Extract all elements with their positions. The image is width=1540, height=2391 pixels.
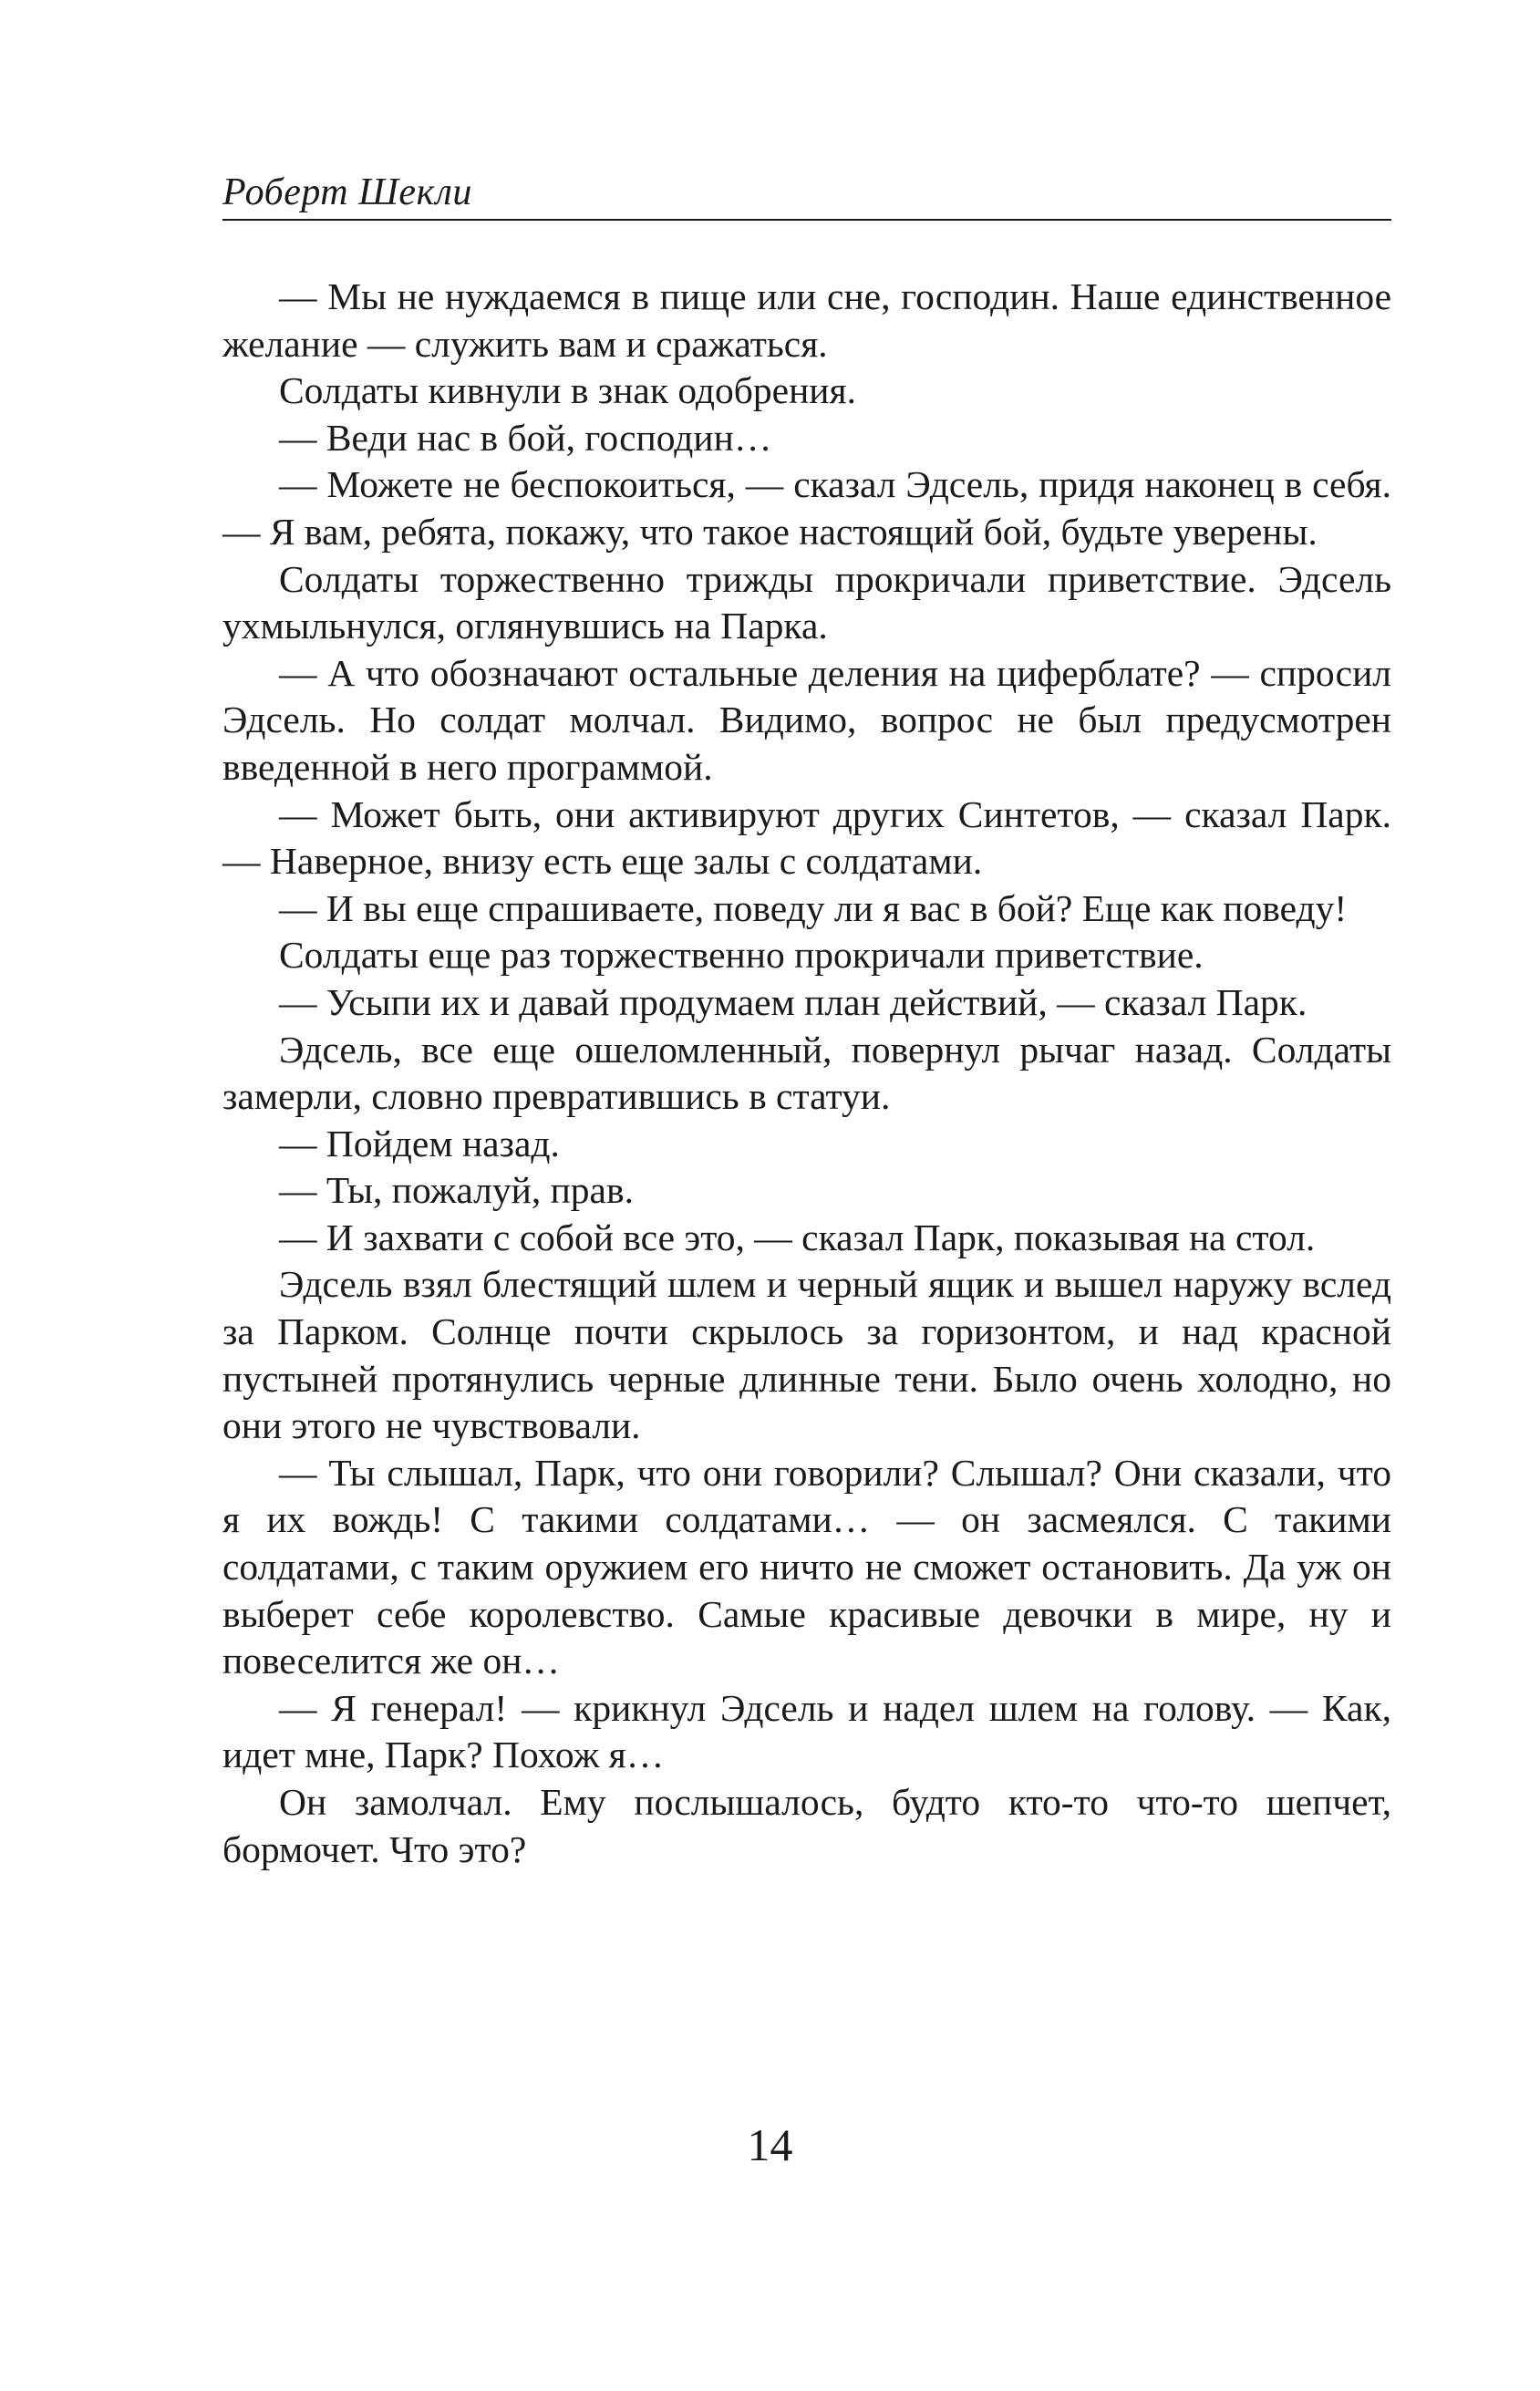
paragraph: Эдсель, все еще ошеломленный, повернул рычаг назад. Солдаты замерли, словно превратившись в статуи.: [222, 1028, 1391, 1118]
paragraph: — И вы еще спрашиваете, поведу ли я вас в бой? Еще как поведу!: [279, 886, 1348, 929]
paragraph: — Можете не беспокоиться, — сказал Эдсель, придя наконец в себя. — Я вам, ребята, покажу, что такое настоящий бой, будьте уверены.: [222, 463, 1391, 553]
paragraph: Солдаты еще раз торжественно прокричали приветствие.: [279, 934, 1204, 977]
running-head: Роберт Шекли: [222, 171, 472, 213]
header-rule: [222, 219, 1391, 221]
paragraph: — А что обозначают остальные деления на циферблате? — спросил Эдсель. Но солдат молчал. Видимо, вопрос не был предусмотрен введенной в него программой.: [222, 651, 1391, 788]
paragraph: — Ты слышал, Парк, что они говорили? Слышал? Они сказали, что я их вождь! С такими солдатами… — он засмеялся. С такими солдатами, с таким оружием его ничто не сможет остановить. Да уж он выберет себе королевство. Самые красивые девочки в мире, ну и повеселится же он…: [222, 1451, 1391, 1682]
paragraph: Солдаты торжественно трижды прокричали приветствие. Эдсель ухмыльнулся, оглянувшись на Парка.: [222, 557, 1391, 647]
paragraph: — Я генерал! — крикнул Эдсель и надел шлем на голову. — Как, идет мне, Парк? Похож я…: [222, 1686, 1391, 1776]
page-number: 14: [747, 2119, 793, 2170]
paragraph: Солдаты кивнули в знак одобрения.: [279, 369, 856, 412]
paragraph: — Мы не нуждаемся в пище или сне, господин. Наше единственное желание — служить вам и сражаться.: [222, 275, 1391, 365]
paragraph: — Ты, пожалуй, прав.: [279, 1169, 634, 1212]
paragraph: — Веди нас в бой, господин…: [279, 416, 772, 459]
paragraph: — Усыпи их и давай продумаем план действий, — сказал Парк.: [279, 980, 1307, 1023]
paragraph: — И захвати с собой все это, — сказал Парк, показывая на стол.: [279, 1216, 1316, 1258]
paragraph: Эдсель взял блестящий шлем и черный ящик и вышел наружу вслед за Парком. Солнце почти скрылось за горизонтом, и над красной пустыней протянулись черные длинные тени. Было очень холодно, но они этого не чувствовали.: [222, 1263, 1391, 1447]
paragraph: Он замолчал. Ему послышалось, будто кто-то что-то шепчет, бормочет. Что это?: [222, 1781, 1391, 1870]
paragraph: — Может быть, они активируют других Синтетов, — сказал Парк. — Наверное, внизу есть еще залы с солдатами.: [222, 792, 1391, 883]
page-text: [222, 274, 1391, 1873]
paragraph: — Пойдем назад.: [279, 1122, 560, 1164]
